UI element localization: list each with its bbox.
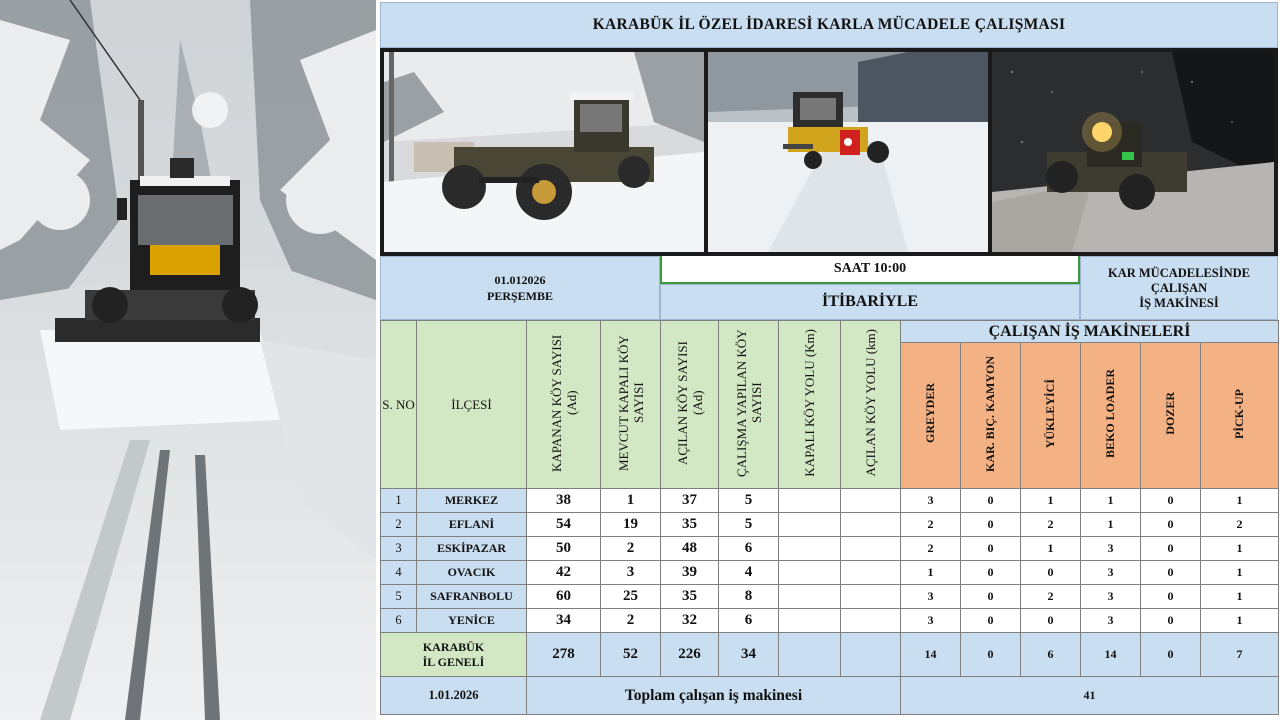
header-beko: BEKO LOADER bbox=[1081, 343, 1141, 489]
photo-grader-day bbox=[384, 52, 704, 252]
cell-calisma: 6 bbox=[719, 609, 779, 633]
machines-caption bbox=[1080, 256, 1278, 320]
total-kapali-yol bbox=[779, 633, 841, 677]
photo-grader-night bbox=[992, 52, 1274, 252]
cell-ilce: EFLANİ bbox=[417, 513, 527, 537]
cell-beko: 3 bbox=[1081, 561, 1141, 585]
cell-pickup: 1 bbox=[1201, 609, 1279, 633]
total-calisma: 34 bbox=[719, 633, 779, 677]
cell-greyder: 3 bbox=[901, 609, 961, 633]
table-row bbox=[381, 513, 1279, 537]
cell-dozer: 0 bbox=[1141, 537, 1201, 561]
cell-pickup: 1 bbox=[1201, 585, 1279, 609]
table-row bbox=[381, 609, 1279, 633]
cell-yukleyici: 2 bbox=[1021, 513, 1081, 537]
header-kamyon: KAR. BIÇ. KAMYON bbox=[961, 343, 1021, 489]
cell-kamyon: 0 bbox=[961, 537, 1021, 561]
cell-sno: 3 bbox=[381, 537, 417, 561]
cell-dozer: 0 bbox=[1141, 561, 1201, 585]
footer-date: 1.01.2026 bbox=[381, 677, 527, 715]
report-date-cell bbox=[380, 256, 660, 320]
cell-pickup: 1 bbox=[1201, 537, 1279, 561]
cell-sno: 6 bbox=[381, 609, 417, 633]
cell-kapali-yol bbox=[779, 609, 841, 633]
total-label-line2: İL GENELİ bbox=[422, 654, 485, 669]
table-row bbox=[381, 537, 1279, 561]
total-mevcut: 52 bbox=[601, 633, 661, 677]
cell-ilce: YENİCE bbox=[417, 609, 527, 633]
cell-calisma: 6 bbox=[719, 537, 779, 561]
header-machines: ÇALIŞAN İŞ MAKİNELERİ bbox=[901, 321, 1279, 343]
cell-yukleyici: 1 bbox=[1021, 537, 1081, 561]
cell-mevcut: 2 bbox=[601, 609, 661, 633]
cell-acilan-yol bbox=[841, 585, 901, 609]
cell-greyder: 2 bbox=[901, 537, 961, 561]
report-as-of: İTİBARİYLE bbox=[660, 284, 1080, 320]
cell-kapanan: 60 bbox=[527, 585, 601, 609]
report-date: 01.012026 bbox=[494, 273, 546, 287]
total-beko: 14 bbox=[1081, 633, 1141, 677]
cell-pickup: 1 bbox=[1201, 489, 1279, 513]
total-greyder: 14 bbox=[901, 633, 961, 677]
cell-yukleyici: 2 bbox=[1021, 585, 1081, 609]
cell-kamyon: 0 bbox=[961, 609, 1021, 633]
machines-caption-line3: İŞ MAKİNESİ bbox=[1139, 295, 1219, 310]
total-kamyon: 0 bbox=[961, 633, 1021, 677]
cell-yukleyici: 0 bbox=[1021, 561, 1081, 585]
total-acilan: 226 bbox=[661, 633, 719, 677]
cell-kapali-yol bbox=[779, 585, 841, 609]
cell-acilan-yol bbox=[841, 609, 901, 633]
cell-acilan: 39 bbox=[661, 561, 719, 585]
cell-greyder: 3 bbox=[901, 585, 961, 609]
cell-sno: 5 bbox=[381, 585, 417, 609]
total-dozer: 0 bbox=[1141, 633, 1201, 677]
cell-acilan-yol bbox=[841, 561, 901, 585]
total-pickup: 7 bbox=[1201, 633, 1279, 677]
cell-kapanan: 42 bbox=[527, 561, 601, 585]
total-yukleyici: 6 bbox=[1021, 633, 1081, 677]
cell-acilan: 35 bbox=[661, 585, 719, 609]
table-row bbox=[381, 489, 1279, 513]
cell-pickup: 2 bbox=[1201, 513, 1279, 537]
cell-calisma: 8 bbox=[719, 585, 779, 609]
snow-work-table bbox=[380, 320, 1279, 715]
cell-beko: 1 bbox=[1081, 513, 1141, 537]
cell-dozer: 0 bbox=[1141, 513, 1201, 537]
header-acilan-yol: AÇILAN KÖY YOLU (km) bbox=[841, 321, 901, 489]
cell-acilan-yol bbox=[841, 513, 901, 537]
cell-kapali-yol bbox=[779, 561, 841, 585]
report-time: SAAT 10:00 bbox=[660, 256, 1080, 284]
header-greyder: GREYDER bbox=[901, 343, 961, 489]
header-calisma: ÇALIŞMA YAPILAN KÖY SAYISI bbox=[719, 321, 779, 489]
cell-beko: 3 bbox=[1081, 537, 1141, 561]
cell-kamyon: 0 bbox=[961, 489, 1021, 513]
cell-ilce: SAFRANBOLU bbox=[417, 585, 527, 609]
footer-label: Toplam çalışan iş makinesi bbox=[527, 677, 901, 715]
cell-greyder: 3 bbox=[901, 489, 961, 513]
cell-acilan-yol bbox=[841, 489, 901, 513]
total-acilan-yol bbox=[841, 633, 901, 677]
cell-dozer: 0 bbox=[1141, 489, 1201, 513]
cell-kapali-yol bbox=[779, 513, 841, 537]
cell-dozer: 0 bbox=[1141, 609, 1201, 633]
machines-caption-line2: ÇALIŞAN bbox=[1150, 280, 1208, 295]
photo-grader-road bbox=[708, 52, 988, 252]
cell-kamyon: 0 bbox=[961, 513, 1021, 537]
footer-row bbox=[381, 677, 1279, 715]
table-row bbox=[381, 585, 1279, 609]
cell-mevcut: 2 bbox=[601, 537, 661, 561]
cell-ilce: ESKİPAZAR bbox=[417, 537, 527, 561]
header-kapanan: KAPANAN KÖY SAYISI (Ad) bbox=[527, 321, 601, 489]
cell-yukleyici: 1 bbox=[1021, 489, 1081, 513]
cell-kapanan: 38 bbox=[527, 489, 601, 513]
cell-ilce: MERKEZ bbox=[417, 489, 527, 513]
cell-greyder: 1 bbox=[901, 561, 961, 585]
cell-kapali-yol bbox=[779, 489, 841, 513]
cell-sno: 4 bbox=[381, 561, 417, 585]
cell-mevcut: 25 bbox=[601, 585, 661, 609]
snow-report-document bbox=[378, 0, 1280, 720]
cell-mevcut: 19 bbox=[601, 513, 661, 537]
cell-acilan: 48 bbox=[661, 537, 719, 561]
cell-kapali-yol bbox=[779, 537, 841, 561]
header-acilan: AÇILAN KÖY SAYISI (Ad) bbox=[661, 321, 719, 489]
cell-calisma: 4 bbox=[719, 561, 779, 585]
cell-kamyon: 0 bbox=[961, 585, 1021, 609]
total-kapanan: 278 bbox=[527, 633, 601, 677]
cell-sno: 1 bbox=[381, 489, 417, 513]
table-row bbox=[381, 561, 1279, 585]
photo-strip bbox=[380, 48, 1278, 256]
cell-kapanan: 54 bbox=[527, 513, 601, 537]
cell-calisma: 5 bbox=[719, 513, 779, 537]
cell-beko: 1 bbox=[1081, 489, 1141, 513]
cell-kamyon: 0 bbox=[961, 561, 1021, 585]
cell-mevcut: 3 bbox=[601, 561, 661, 585]
cell-acilan: 37 bbox=[661, 489, 719, 513]
footer-total-machines: 41 bbox=[901, 677, 1279, 715]
header-kapali-yol: KAPALI KÖY YOLU (Km) bbox=[779, 321, 841, 489]
machines-caption-line1: KAR MÜCADELESİNDE bbox=[1107, 265, 1251, 280]
cell-dozer: 0 bbox=[1141, 585, 1201, 609]
cell-acilan: 32 bbox=[661, 609, 719, 633]
report-title: KARABÜK İL ÖZEL İDARESİ KARLA MÜCADELE ÇALIŞMASI bbox=[380, 2, 1278, 48]
header-mevcut: MEVCUT KAPALI KÖY SAYISI bbox=[601, 321, 661, 489]
cell-pickup: 1 bbox=[1201, 561, 1279, 585]
header-ilce: İLÇESİ bbox=[417, 321, 527, 489]
header-sno: S. NO bbox=[381, 321, 417, 489]
cell-yukleyici: 0 bbox=[1021, 609, 1081, 633]
report-day: PERŞEMBE bbox=[486, 289, 553, 303]
cell-calisma: 5 bbox=[719, 489, 779, 513]
header-pickup: PİCK-UP bbox=[1201, 343, 1279, 489]
left-photo-snow-loader bbox=[0, 0, 376, 720]
cell-acilan-yol bbox=[841, 537, 901, 561]
header-dozer: DOZER bbox=[1141, 343, 1201, 489]
total-row bbox=[381, 633, 1279, 677]
total-label-line1: KARABÜK bbox=[422, 639, 485, 654]
cell-acilan: 35 bbox=[661, 513, 719, 537]
cell-mevcut: 1 bbox=[601, 489, 661, 513]
cell-beko: 3 bbox=[1081, 609, 1141, 633]
cell-ilce: OVACIK bbox=[417, 561, 527, 585]
cell-sno: 2 bbox=[381, 513, 417, 537]
cell-beko: 3 bbox=[1081, 585, 1141, 609]
header-yukleyici: YÜKLEYİCİ bbox=[1021, 343, 1081, 489]
total-label bbox=[381, 633, 527, 677]
cell-kapanan: 50 bbox=[527, 537, 601, 561]
cell-greyder: 2 bbox=[901, 513, 961, 537]
cell-kapanan: 34 bbox=[527, 609, 601, 633]
